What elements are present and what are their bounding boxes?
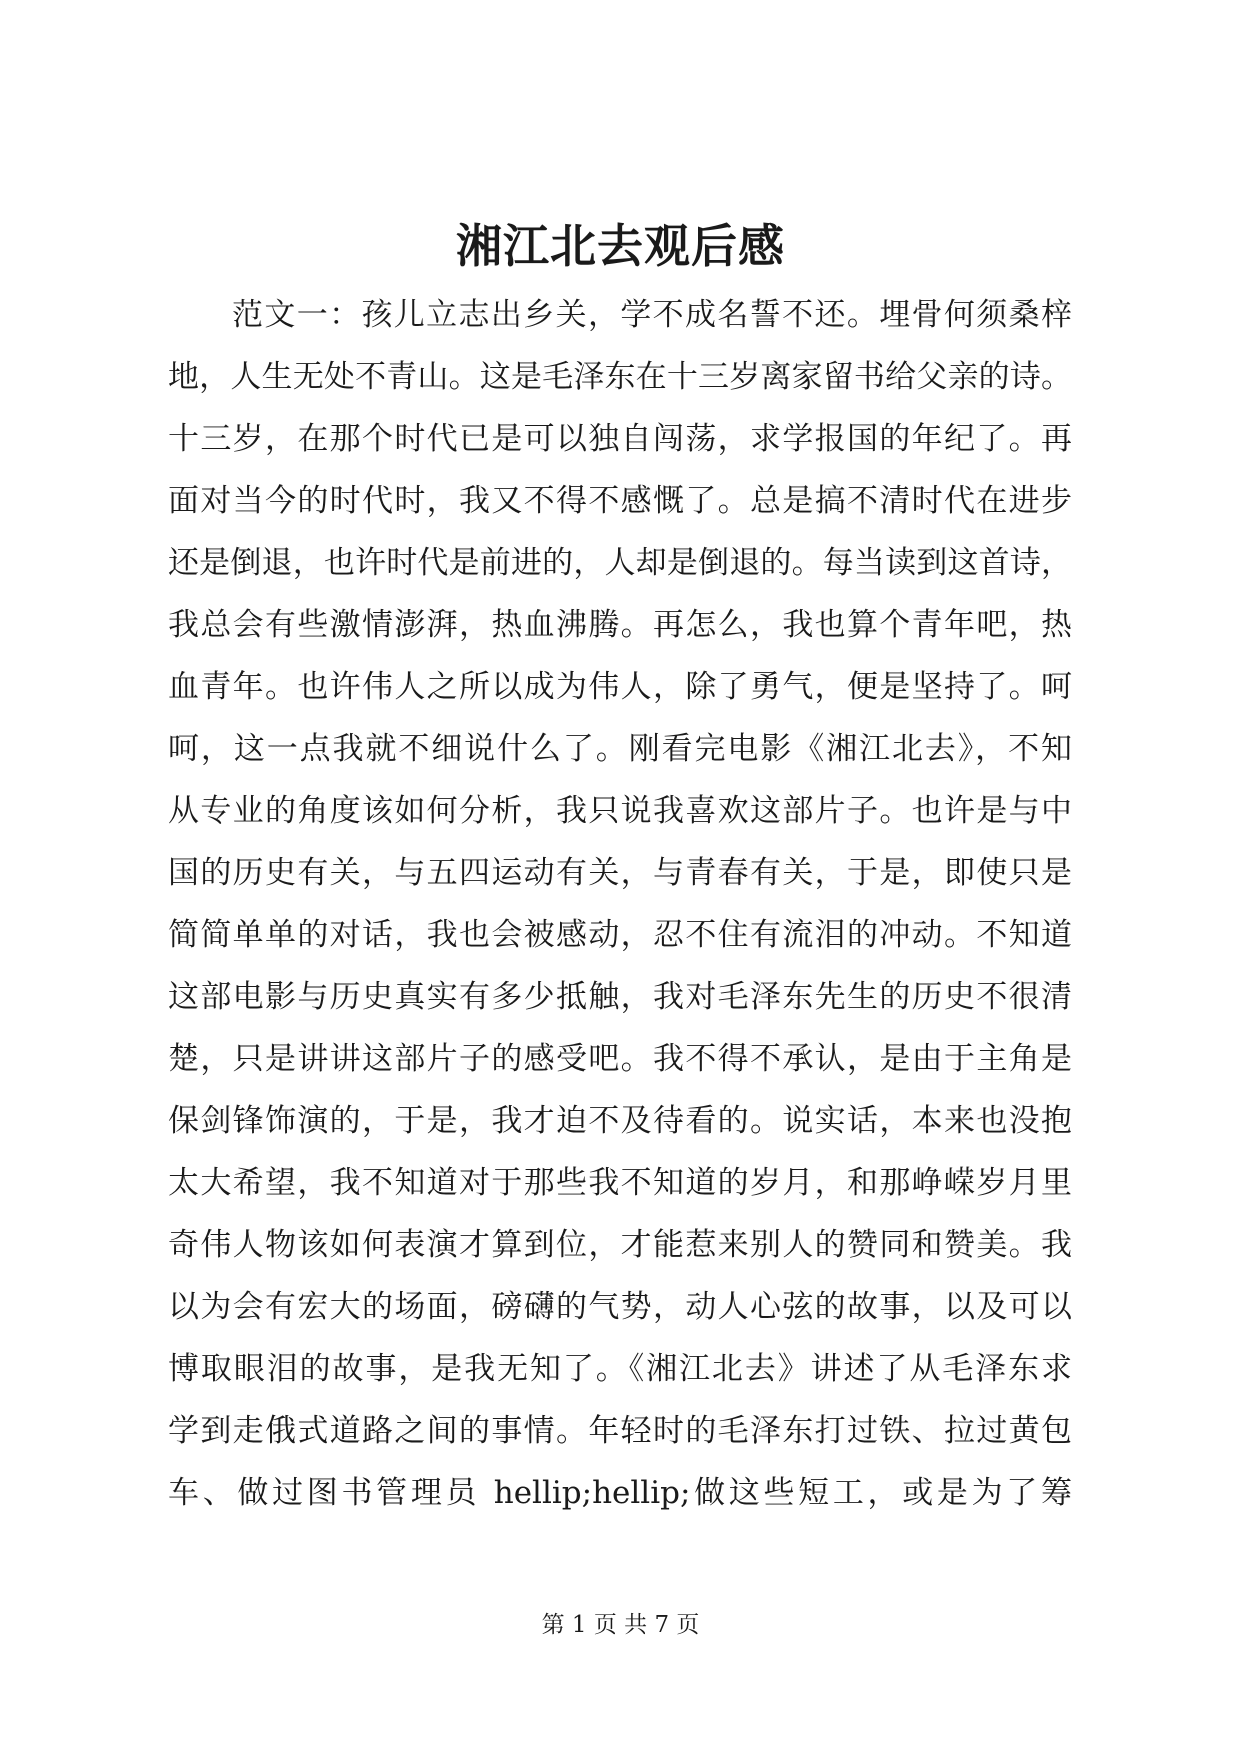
- body-line: 简简单单的对话，我也会被感动，忍不住有流泪的冲动。不知道: [168, 917, 1072, 953]
- body-line: 国的历史有关，与五四运动有关，与青春有关，于是，即使只是: [168, 855, 1072, 891]
- body-line: 博取眼泪的故事，是我无知了。《湘江北去》讲述了从毛泽东求: [168, 1351, 1072, 1387]
- body-line: 从专业的角度该如何分析，我只说我喜欢这部片子。也许是与中: [168, 793, 1072, 829]
- body-line: 呵，这一点我就不细说什么了。刚看完电影《湘江北去》，不知: [168, 731, 1072, 767]
- body-line: 面对当今的时代时，我又不得不感慨了。总是搞不清时代在进步: [168, 483, 1072, 519]
- body-line: 以为会有宏大的场面，磅礴的气势，动人心弦的故事，以及可以: [168, 1289, 1072, 1325]
- body-line: 还是倒退，也许时代是前进的，人却是倒退的。每当读到这首诗，: [168, 545, 1072, 581]
- body-line: 范文一：孩儿立志出乡关，学不成名誓不还。埋骨何须桑梓: [232, 297, 1072, 333]
- body-line: 这部电影与历史真实有多少抵触，我对毛泽东先生的历史不很清: [168, 979, 1072, 1015]
- body-line: 血青年。也许伟人之所以成为伟人，除了勇气，便是坚持了。呵: [168, 669, 1072, 705]
- body-line: 十三岁，在那个时代已是可以独自闯荡，求学报国的年纪了。再: [168, 421, 1072, 457]
- body-line: 奇伟人物该如何表演才算到位，才能惹来别人的赞同和赞美。我: [168, 1227, 1072, 1263]
- body-line: 学到走俄式道路之间的事情。年轻时的毛泽东打过铁、拉过黄包: [168, 1413, 1072, 1449]
- document-body: [168, 284, 1072, 1524]
- body-line: 地，人生无处不青山。这是毛泽东在十三岁离家留书给父亲的诗。: [168, 359, 1072, 395]
- body-line: 楚，只是讲讲这部片子的感受吧。我不得不承认，是由于主角是: [168, 1041, 1072, 1077]
- body-line: 车、做过图书管理员 hellip;hellip;做这些短工，或是为了筹: [168, 1475, 1072, 1511]
- page-number-footer: 第 1 页 共 7 页: [541, 1612, 700, 1638]
- body-line: 保剑锋饰演的，于是，我才迫不及待看的。说实话，本来也没抱: [168, 1103, 1072, 1139]
- document-title: 湘江北去观后感: [456, 219, 785, 273]
- body-line: 我总会有些激情澎湃，热血沸腾。再怎么，我也算个青年吧，热: [168, 607, 1072, 643]
- body-line: 太大希望，我不知道对于那些我不知道的岁月，和那峥嵘岁月里: [168, 1165, 1072, 1201]
